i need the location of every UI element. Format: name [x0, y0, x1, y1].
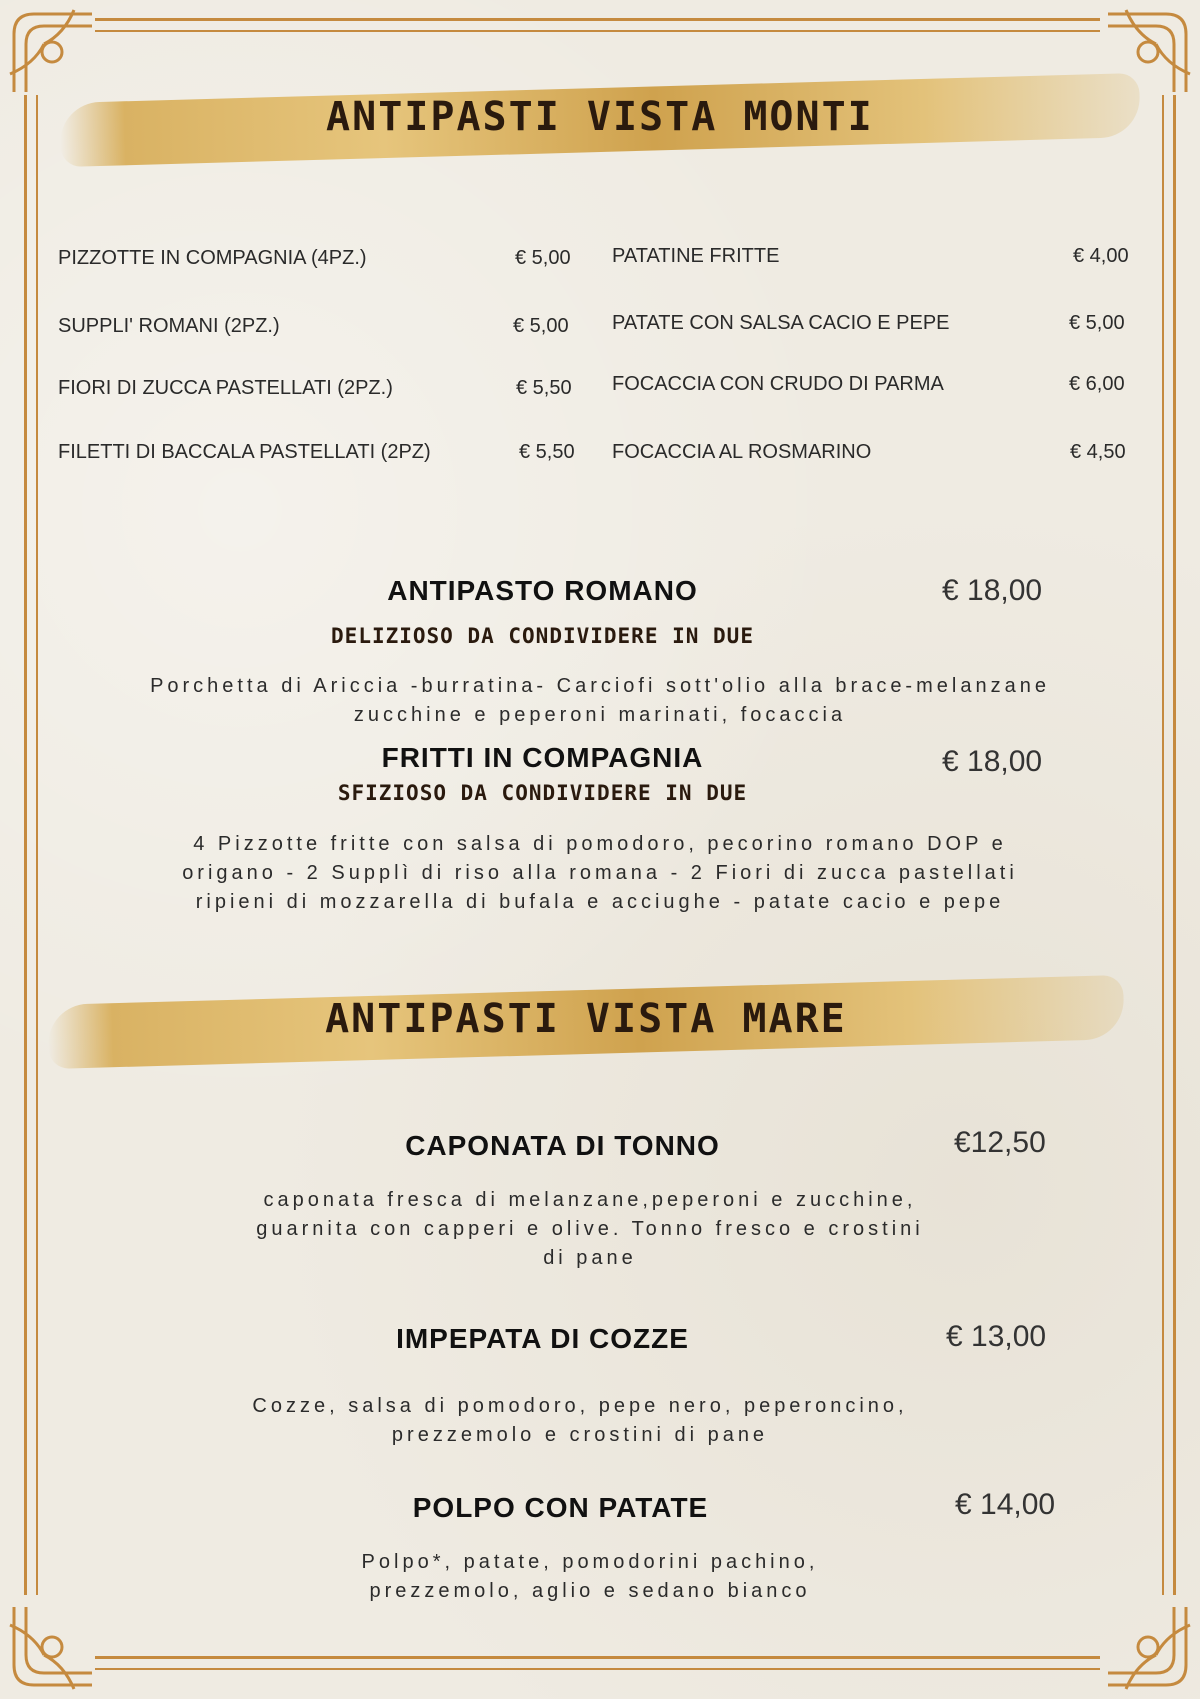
- menu-item-name: PIZZOTTE IN COMPAGNIA (4PZ.): [58, 247, 367, 269]
- frame-bottom-line-1: [95, 1656, 1100, 1659]
- menu-item-price: € 5,00: [1069, 312, 1125, 334]
- dish-description: [60, 830, 1140, 917]
- dish-description-line: Porchetta di Ariccia -burratina- Carciofi sott'olio alla brace-melanzane: [150, 675, 1050, 697]
- menu-item-name: PATATE CON SALSA CACIO E PEPE: [612, 312, 950, 334]
- menu-item-price: € 4,50: [1070, 441, 1126, 463]
- menu-item-name: FOCACCIA AL ROSMARINO: [612, 441, 872, 463]
- dish-description-line: Cozze, salsa di pomodoro, pepe nero, peperoncino,: [252, 1395, 908, 1417]
- dish-description: [120, 1392, 1040, 1450]
- dish-description-line: caponata fresca di melanzane,peperoni e zucchine,: [263, 1189, 917, 1211]
- dish-title: FRITTI IN COMPAGNIA: [381, 742, 704, 773]
- dish-description-line: prezzemolo, aglio e sedano bianco: [369, 1580, 811, 1602]
- menu-item-name: FILETTI DI BACCALA PASTELLATI (2PZ): [58, 441, 431, 463]
- menu-item-name: PATATINE FRITTE: [612, 245, 780, 267]
- frame-right-line-1: [1162, 95, 1164, 1595]
- dish-description-line: prezzemolo e crostini di pane: [391, 1424, 769, 1446]
- dish-subtitle: DELIZIOSO DA CONDIVIDERE IN DUE: [331, 624, 754, 648]
- dish-description-line: di pane: [543, 1247, 637, 1269]
- menu-item-price: € 5,00: [515, 247, 571, 269]
- dish-subtitle: SFIZIOSO DA CONDIVIDERE IN DUE: [337, 781, 748, 805]
- section-title-monti: ANTIPASTI VISTA MONTI: [326, 94, 874, 141]
- frame-bottom-line-2: [95, 1668, 1100, 1670]
- dish-description-line: origano - 2 Supplì di riso alla romana - 2 Fiori di zucca pastellati: [182, 862, 1018, 884]
- dish-description-line: ripieni di mozzarella di bufala e acciughe - patate cacio e pepe: [195, 891, 1005, 913]
- dish-price: € 13,00: [946, 1320, 1047, 1353]
- gold-brush-banner: [59, 73, 1140, 167]
- dish-price: € 14,00: [955, 1488, 1056, 1521]
- menu-item-name: FOCACCIA CON CRUDO DI PARMA: [612, 373, 944, 395]
- dish-title: ANTIPASTO ROMANO: [387, 575, 698, 606]
- dish-description-line: zucchine e peperoni marinati, focaccia: [353, 704, 847, 726]
- menu-item-price: € 5,00: [513, 315, 569, 337]
- frame-left-line-1: [24, 95, 27, 1595]
- corner-ornament-icon: [1106, 1605, 1196, 1695]
- menu-item-name: FIORI DI ZUCCA PASTELLATI (2PZ.): [58, 377, 393, 399]
- menu-item-price: € 5,50: [516, 377, 572, 399]
- menu-item-price: € 6,00: [1069, 373, 1125, 395]
- frame-right-line-2: [1173, 95, 1176, 1595]
- corner-ornament-icon: [4, 1605, 94, 1695]
- dish-description-line: guarnita con capperi e olive. Tonno fresco e crostini: [256, 1218, 924, 1240]
- menu-item-price: € 5,50: [519, 441, 575, 463]
- dish-description-line: Polpo*, patate, pomodorini pachino,: [361, 1551, 819, 1573]
- dish-description: [140, 1186, 1040, 1273]
- dish-price: € 18,00: [942, 574, 1043, 607]
- frame-top-line-2: [95, 30, 1100, 32]
- dish-price: €12,50: [954, 1126, 1046, 1159]
- section-title-mare: ANTIPASTI VISTA MARE: [325, 996, 847, 1043]
- dish-description-line: 4 Pizzotte fritte con salsa di pomodoro, pecorino romano DOP e: [193, 833, 1007, 855]
- dish-description: [40, 672, 1160, 730]
- dish-description: [140, 1548, 1040, 1606]
- frame-left-line-2: [36, 95, 38, 1595]
- dish-title: POLPO CON PATATE: [412, 1492, 709, 1523]
- dish-title: IMPEPATA DI COZZE: [396, 1323, 689, 1354]
- corner-ornament-icon: [4, 4, 94, 94]
- dish-title: CAPONATA DI TONNO: [405, 1130, 720, 1161]
- frame-top-line-1: [95, 18, 1100, 21]
- menu-item-price: € 4,00: [1073, 245, 1129, 267]
- menu-item-name: SUPPLI' ROMANI (2PZ.): [58, 315, 280, 337]
- gold-brush-banner: [47, 975, 1124, 1069]
- dish-price: € 18,00: [942, 745, 1043, 778]
